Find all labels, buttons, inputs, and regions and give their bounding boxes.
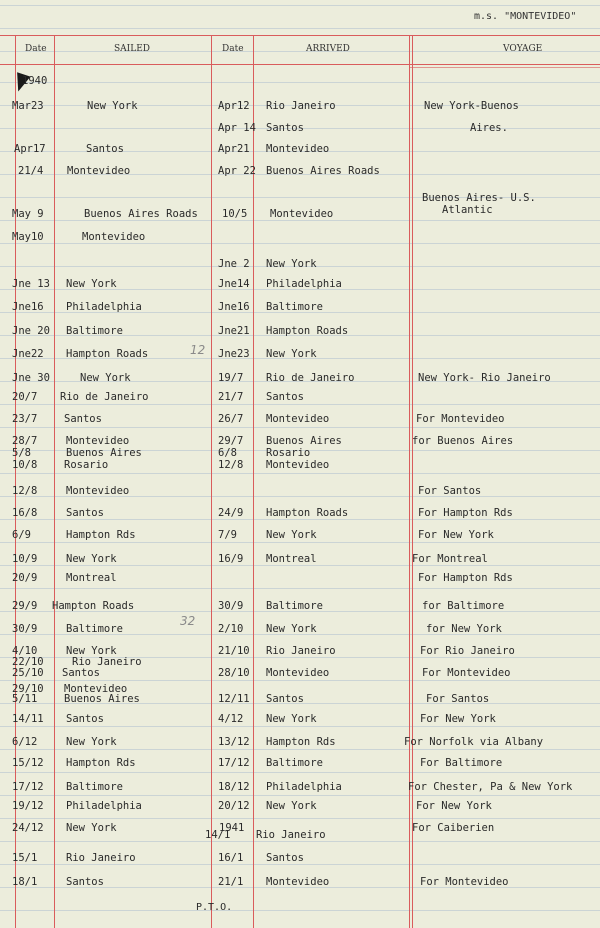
- sailed-date: 20/9: [12, 572, 38, 584]
- sailed-port: Santos: [66, 876, 104, 888]
- arrived-port: Hampton Roads: [266, 325, 349, 337]
- sailed-date: 15/1: [12, 852, 38, 864]
- arrived-port: Santos: [266, 852, 304, 864]
- arrived-date: 12/11: [218, 693, 250, 705]
- sailed-date: 19/12: [12, 800, 44, 812]
- arrived-date: Apr21: [218, 143, 250, 155]
- arrived-date: 21/10: [218, 645, 250, 657]
- sailed-port: Montreal: [66, 572, 117, 584]
- sailed-date: 15/12: [12, 757, 44, 769]
- sailed-port: Montevideo: [64, 683, 128, 695]
- voyage-note: For New York: [420, 713, 496, 725]
- ship-title: m.s. "MONTEVIDEO": [474, 11, 577, 22]
- sailed-port: New York: [66, 553, 117, 565]
- arrived-date: 20/12: [218, 800, 250, 812]
- arrived-port: Hampton Roads: [266, 507, 349, 519]
- voyage-note: Atlantic: [442, 204, 493, 216]
- arrived-date: Apr 14: [218, 122, 256, 134]
- pencil-note: 32: [180, 614, 196, 628]
- arrived-date: 17/12: [218, 757, 250, 769]
- sailed-date: Jne 20: [12, 325, 50, 337]
- arrived-port: Montreal: [266, 553, 317, 565]
- sailed-date: 10/9: [12, 553, 38, 565]
- sailed-port: Hampton Roads: [66, 348, 149, 360]
- voyage-note: For Chester, Pa & New York: [408, 781, 573, 793]
- sailed-port: Hampton Rds: [66, 757, 136, 769]
- sailed-date: 17/12: [12, 781, 44, 793]
- arrived-port: Montevideo: [266, 667, 330, 679]
- header-date-arrived: Date: [222, 44, 244, 54]
- sailed-date: 29/9: [12, 600, 38, 612]
- sailed-date: 25/10: [12, 667, 44, 679]
- arrived-date: Apr12: [218, 100, 250, 112]
- sailed-date: 20/7: [12, 391, 38, 403]
- sailed-port: New York: [66, 736, 117, 748]
- sailed-date: 5/8: [12, 447, 31, 459]
- sailed-port: Baltimore: [66, 325, 123, 337]
- sailed-date: 21/4: [18, 165, 44, 177]
- arrived-port: Montevideo: [270, 208, 334, 220]
- voyage-note: For New York: [416, 800, 492, 812]
- sailed-port: Rio de Janeiro: [60, 391, 149, 403]
- arrived-port: New York: [266, 623, 317, 635]
- voyage-note: For Montevideo: [422, 667, 511, 679]
- sailed-date: 24/12: [12, 822, 44, 834]
- sailed-date: 6/12: [12, 736, 38, 748]
- voyage-note: For Caiberien: [412, 822, 495, 834]
- sailed-date: 6/9: [12, 529, 31, 541]
- arrived-port: New York: [266, 348, 317, 360]
- arrived-date: 21/7: [218, 391, 244, 403]
- voyage-note: For Rio Janeiro: [420, 645, 515, 657]
- voyage-note: For Montevideo: [416, 413, 505, 425]
- sailed-port: New York: [66, 822, 117, 834]
- sailed-port: Philadelphia: [66, 301, 142, 313]
- arrived-port: New York: [266, 800, 317, 812]
- sailed-port: Philadelphia: [66, 800, 142, 812]
- sailed-date: 18/1: [12, 876, 38, 888]
- arrived-port: Philadelphia: [266, 278, 342, 290]
- voyage-note: For Hampton Rds: [418, 507, 513, 519]
- sailed-port: Santos: [66, 713, 104, 725]
- voyage-note: For Baltimore: [420, 757, 503, 769]
- sailed-port: Baltimore: [66, 781, 123, 793]
- arrived-port: New York: [266, 713, 317, 725]
- arrived-port: Montevideo: [266, 413, 330, 425]
- arrived-date: 10/5: [222, 208, 248, 220]
- col-rule-5: [412, 35, 413, 928]
- sailed-date: May 9: [12, 208, 44, 220]
- arrived-port: Rio de Janeiro: [266, 372, 355, 384]
- arrived-date: 16/1: [218, 852, 244, 864]
- sailed-port: Montevideo: [82, 231, 146, 243]
- arrived-date: Jne 2: [218, 258, 250, 270]
- sailed-date: 5/11: [12, 693, 38, 705]
- voyage-note: Buenos Aires- U.S.: [422, 192, 536, 204]
- sailed-date: 14/11: [12, 713, 44, 725]
- sailed-date: 12/8: [12, 485, 38, 497]
- arrived-port: New York: [266, 258, 317, 270]
- voyage-note: For Santos: [418, 485, 482, 497]
- sailed-port: Montevideo: [66, 485, 130, 497]
- arrived-date: 21/1: [218, 876, 244, 888]
- voyage-note: For Santos: [426, 693, 490, 705]
- arrived-date: 26/7: [218, 413, 244, 425]
- voyage-note: For New York: [418, 529, 494, 541]
- header-top-rule: [0, 35, 600, 36]
- voyage-note: For Norfolk via Albany: [404, 736, 544, 748]
- sailed-date: Mar23: [12, 100, 44, 112]
- header-voyage: VOYAGE: [503, 44, 543, 54]
- voyage-note: New York-Buenos: [424, 100, 519, 112]
- pencil-note: 12: [190, 343, 206, 357]
- arrived-date: 1941: [219, 822, 245, 834]
- sailed-port: Hampton Rds: [66, 529, 136, 541]
- voyage-note: For Hampton Rds: [418, 572, 513, 584]
- arrived-port: Rio Janeiro: [256, 829, 326, 841]
- arrived-date: 19/7: [218, 372, 244, 384]
- sailed-port: Baltimore: [66, 623, 123, 635]
- sailed-port: New York: [66, 645, 117, 657]
- arrived-port: Santos: [266, 693, 304, 705]
- sailed-port: New York: [66, 278, 117, 290]
- arrived-date: 28/10: [218, 667, 250, 679]
- voyage-note: for New York: [426, 623, 502, 635]
- sailed-date: Apr17: [14, 143, 46, 155]
- arrived-date: Jne21: [218, 325, 250, 337]
- sailed-port: Santos: [62, 667, 100, 679]
- header-rule-voyage: [410, 67, 600, 68]
- arrived-port: Baltimore: [266, 757, 323, 769]
- arrived-port: Rio Janeiro: [266, 645, 336, 657]
- arrived-port: Baltimore: [266, 600, 323, 612]
- col-rule-4: [409, 35, 410, 928]
- arrived-date: 30/9: [218, 600, 244, 612]
- sailed-port: Rio Janeiro: [66, 852, 136, 864]
- arrived-port: Santos: [266, 391, 304, 403]
- arrived-date: 29/7: [218, 435, 244, 447]
- arrived-date: 18/12: [218, 781, 250, 793]
- arrived-port: Hampton Rds: [266, 736, 336, 748]
- sailed-date: Jne 30: [12, 372, 50, 384]
- arrived-date: 14/1: [205, 829, 231, 841]
- voyage-note: Aires.: [470, 122, 508, 134]
- header-date-sailed: Date: [25, 44, 47, 54]
- sailed-date: 28/7: [12, 435, 38, 447]
- sailed-date: 10/8: [12, 459, 38, 471]
- voyage-note: New York- Rio Janeiro: [418, 372, 551, 384]
- sailed-port: Montevideo: [66, 435, 130, 447]
- sailed-date: 4/10: [12, 645, 38, 657]
- arrived-port: Rio Janeiro: [266, 100, 336, 112]
- arrived-port: Santos: [266, 122, 304, 134]
- arrived-port: Montevideo: [266, 876, 330, 888]
- sailed-port: Buenos Aires: [66, 447, 142, 459]
- arrived-date: Jne14: [218, 278, 250, 290]
- arrived-port: New York: [266, 529, 317, 541]
- sailed-port: Santos: [66, 507, 104, 519]
- col-rule-2: [211, 35, 212, 928]
- voyage-note: For Montreal: [412, 553, 488, 565]
- arrived-date: 12/8: [218, 459, 244, 471]
- arrived-date: 13/12: [218, 736, 250, 748]
- sailed-port: Santos: [64, 413, 102, 425]
- sailed-date: 16/8: [12, 507, 38, 519]
- arrived-port: Montevideo: [266, 459, 330, 471]
- arrived-port: Rosario: [266, 447, 311, 459]
- header-bottom-rule: [0, 64, 600, 65]
- header-arrived: ARRIVED: [306, 44, 350, 54]
- arrived-date: 4/12: [218, 713, 244, 725]
- arrived-port: Baltimore: [266, 301, 323, 313]
- sailed-port: Buenos Aires: [64, 693, 140, 705]
- sailed-date: 23/7: [12, 413, 38, 425]
- arrived-date: Jne16: [218, 301, 250, 313]
- sailed-date: Jne22: [12, 348, 44, 360]
- sailed-port: Montevideo: [67, 165, 131, 177]
- arrived-port: Buenos Aires Roads: [266, 165, 380, 177]
- sailed-port: New York: [87, 100, 138, 112]
- footer-pto: P.T.O.: [196, 902, 233, 913]
- arrived-date: 24/9: [218, 507, 244, 519]
- sailed-port: New York: [80, 372, 131, 384]
- sailed-date: 30/9: [12, 623, 38, 635]
- header-sailed: SAILED: [114, 44, 150, 54]
- sailed-date: Jne 13: [12, 278, 50, 290]
- sailed-port: Rosario: [64, 459, 109, 471]
- arrived-date: Jne23: [218, 348, 250, 360]
- col-rule-0: [15, 35, 16, 928]
- arrived-date: Apr 22: [218, 165, 256, 177]
- arrived-port: Philadelphia: [266, 781, 342, 793]
- voyage-note: For Montevideo: [420, 876, 509, 888]
- voyage-note: for Buenos Aires: [412, 435, 514, 447]
- sailed-date: 29/10: [12, 683, 44, 695]
- sailed-port: Rio Janeiro: [72, 656, 142, 668]
- arrived-date: 16/9: [218, 553, 244, 565]
- sailed-port: Buenos Aires Roads: [84, 208, 198, 220]
- arrived-date: 6/8: [218, 447, 237, 459]
- sailed-port: Hampton Roads: [52, 600, 135, 612]
- year-marker: 1940: [22, 75, 48, 87]
- arrived-port: Montevideo: [266, 143, 330, 155]
- arrived-port: Buenos Aires: [266, 435, 342, 447]
- arrived-date: 2/10: [218, 623, 244, 635]
- sailed-port: Santos: [86, 143, 124, 155]
- arrived-date: 7/9: [218, 529, 237, 541]
- voyage-note: for Baltimore: [422, 600, 505, 612]
- sailed-date: Jne16: [12, 301, 44, 313]
- sailed-date: May10: [12, 231, 44, 243]
- sailed-date: 22/10: [12, 656, 44, 668]
- col-rule-1: [54, 35, 55, 928]
